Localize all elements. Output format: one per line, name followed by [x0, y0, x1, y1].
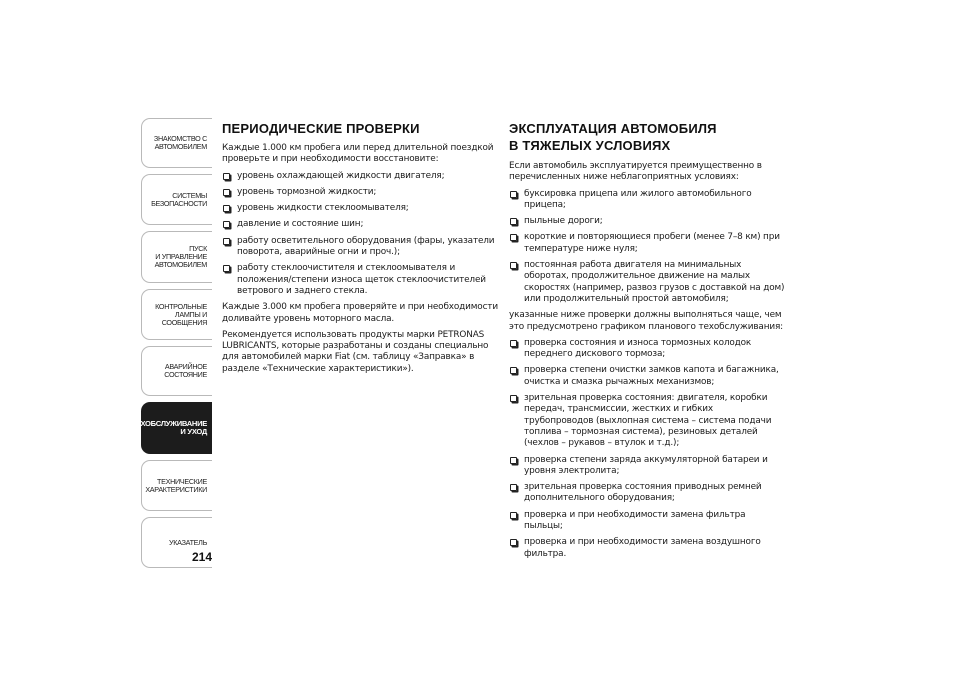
- checklist: [222, 171, 498, 298]
- list-item: зрительная проверка состояния приводных ремней дополнительного оборудования;: [509, 482, 785, 505]
- paragraph: Каждые 1.000 км пробега или перед длительной поездкой проверьте и при необходимости восстановите:: [222, 143, 494, 165]
- list-item: проверка и при необходимости замена фильтра пыльцы;: [509, 510, 785, 533]
- tab-index[interactable]: УКАЗАТЕЛЬ: [141, 517, 212, 568]
- conditions-list: [509, 189, 785, 306]
- list-item: пыльные дороги;: [509, 216, 785, 227]
- checks-list: [509, 338, 785, 560]
- list-item: проверка и при необходимости замена воздушного фильтра.: [509, 537, 785, 560]
- paragraph: Каждые 3.000 км пробега проверяйте и при необходимости доливайте уровень моторного масла.: [222, 302, 498, 324]
- tab-warning-lights[interactable]: КОНТРОЛЬНЫЕ ЛАМПЫ И СООБЩЕНИЯ: [141, 289, 212, 340]
- list-item: работу стеклоочистителя и стеклоомывателя и положения/степени износа щеток стеклоочистителей ветрового и заднего стекла.: [222, 263, 498, 297]
- list-item: зрительная проверка состояния: двигателя, коробки передач, трансмиссии, жестких и гибких трубопроводов (выхлопная система – система подачи топлива – тормозная система), резиновых деталей (чехлов – рукавов – втулок и т.д.);: [509, 393, 785, 449]
- periodic-checks-section: [222, 120, 498, 380]
- page-number: 214: [191, 550, 212, 564]
- list-item: проверка степени очистки замков капота и багажника, очистка и смазка рычажных механизмов;: [509, 365, 785, 388]
- tab-technical-specs[interactable]: ТЕХНИЧЕСКИЕ ХАРАКТЕРИСТИКИ: [141, 460, 212, 511]
- list-item: проверка состояния и износа тормозных колодок переднего дискового тормоза;: [509, 338, 785, 361]
- list-item: постоянная работа двигателя на минимальных оборотах, продолжительное движение на малых скоростях (например, развоз грузов с доставкой на дом) или продолжительный простой автомобиля;: [509, 260, 785, 305]
- section-title: ПЕРИОДИЧЕСКИЕ ПРОВЕРКИ: [222, 121, 420, 136]
- list-item: короткие и повторяющиеся пробеги (менее 7–8 км) при температуре ниже нуля;: [509, 232, 785, 255]
- tab-emergency[interactable]: АВАРИЙНОЕ СОСТОЯНИЕ: [141, 346, 212, 396]
- tab-introduction[interactable]: ЗНАКОМСТВО С АВТОМОБИЛЕМ: [141, 118, 212, 168]
- list-item: работу осветительного оборудования (фары, указатели поворота, аварийные огни и проч.);: [222, 236, 498, 259]
- paragraph: указанные ниже проверки должны выполняться чаще, чем это предусмотрено графиком планового техобслуживания:: [509, 310, 783, 332]
- list-item: буксировка прицепа или жилого автомобильного прицепа;: [509, 189, 785, 212]
- list-item: давление и состояние шин;: [222, 219, 498, 230]
- tab-safety-systems[interactable]: СИСТЕМЫ БЕЗОПАСНОСТИ: [141, 174, 212, 225]
- section-title: ЭКСПЛУАТАЦИЯ АВТОМОБИЛЯ В ТЯЖЕЛЫХ УСЛОВИЯХ: [509, 121, 717, 153]
- paragraph: Рекомендуется использовать продукты марки PETRONAS LUBRICANTS, которые разработаны и созданы специально для автомобилей марки Fiat (см. таблицу «Заправка» в разделе «Технические характеристики»).: [222, 329, 489, 374]
- tab-starting-driving[interactable]: ПУСК И УПРАВЛЕНИЕ АВТОМОБИЛЕМ: [141, 231, 212, 283]
- list-item: уровень жидкости стеклоомывателя;: [222, 203, 498, 214]
- chapter-sidebar: [131, 118, 212, 574]
- tab-maintenance-active[interactable]: ТЕХОБСЛУЖИВАНИЕ И УХОД: [141, 402, 212, 454]
- list-item: уровень тормозной жидкости;: [222, 187, 498, 198]
- paragraph: Если автомобиль эксплуатируется преимущественно в перечисленных ниже неблагоприятных условиях:: [509, 161, 762, 183]
- list-item: проверка степени заряда аккумуляторной батареи и уровня электролита;: [509, 455, 785, 478]
- severe-conditions-section: [509, 120, 785, 565]
- list-item: уровень охлаждающей жидкости двигателя;: [222, 171, 498, 182]
